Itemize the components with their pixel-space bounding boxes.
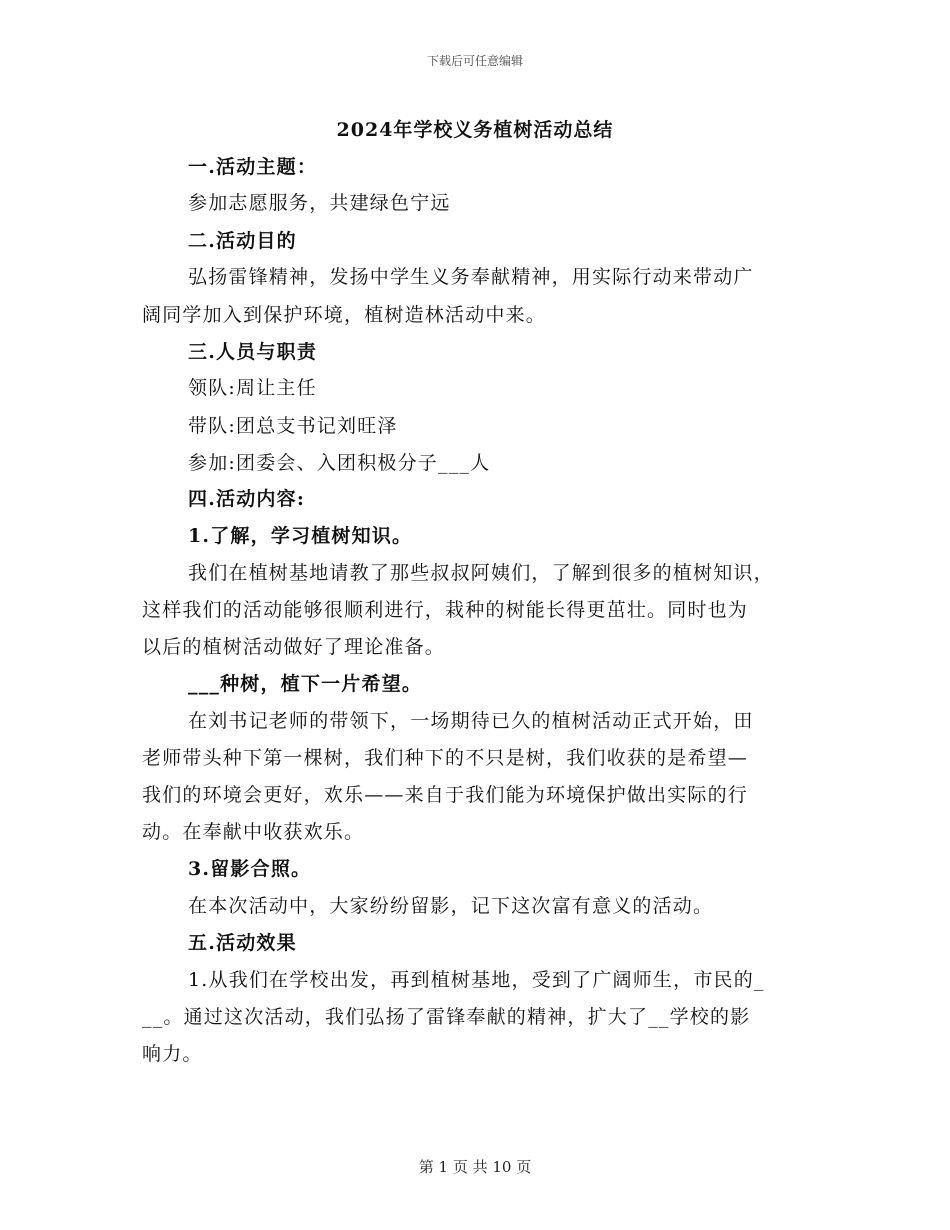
paragraph-line: 老师带头种下第一棵树，我们种下的不只是树，我们收获的是希望— [142,747,749,769]
paragraph-line: 阔同学加入到保护环境，植树造林活动中来。 [142,304,547,326]
paragraph-line: 我们在植树基地请教了那些叔叔阿姨们，了解到很多的植树知识， [188,562,774,584]
section-heading-effect: 五.活动效果 [188,932,297,954]
paragraph-line: 1.从我们在学校出发，再到植树基地，受到了广阔师生，市民的_ [188,969,765,991]
section-heading-theme: 一.活动主题： [188,156,318,178]
subheading-plant: ___种树，植下一片希望。 [188,673,423,695]
paragraph-line: __。通过这次活动，我们弘扬了雷锋奉献的精神，扩大了__学校的影 [142,1006,751,1028]
paragraph-line: 响力。 [142,1043,203,1065]
paragraph-line: 带队:团总支书记刘旺泽 [188,415,398,437]
paragraph-line: 参加:团委会、入团积极分子___人 [188,452,491,474]
paragraph-line: 在本次活动中，大家纷纷留影，记下这次富有意义的活动。 [188,895,714,917]
paragraph-line: 以后的植树活动做好了理论准备。 [142,636,446,658]
paragraph-line: 动。在奉献中收获欢乐。 [142,821,365,843]
subheading-learn: 1.了解，学习植树知识。 [188,525,413,547]
document-title: 2024年学校义务植树活动总结 [336,119,614,141]
paragraph-line: 弘扬雷锋精神，发扬中学生义务奉献精神，用实际行动来带动广 [188,266,754,288]
section-heading-personnel: 三.人员与职责 [188,341,318,363]
paragraph-line: 在刘书记老师的带领下，一场期待已久的植树活动正式开始，田 [188,710,754,732]
paragraph-line: 这样我们的活动能够很顺利进行，栽种的树能长得更茁壮。同时也为 [142,599,749,621]
paragraph-line: 我们的环境会更好，欢乐——来自于我们能为环境保护做出实际的行 [142,784,749,806]
paragraph-line: 参加志愿服务，共建绿色宁远 [188,192,451,214]
page-footer: 第 1 页 共 10 页 [418,1158,532,1176]
section-heading-purpose: 二.活动目的 [188,230,297,252]
header-note: 下载后可任意编辑 [426,54,523,68]
section-heading-content: 四.活动内容: [188,488,306,510]
paragraph-line: 领队:周让主任 [188,377,317,399]
subheading-photo: 3.留影合照。 [188,858,312,880]
